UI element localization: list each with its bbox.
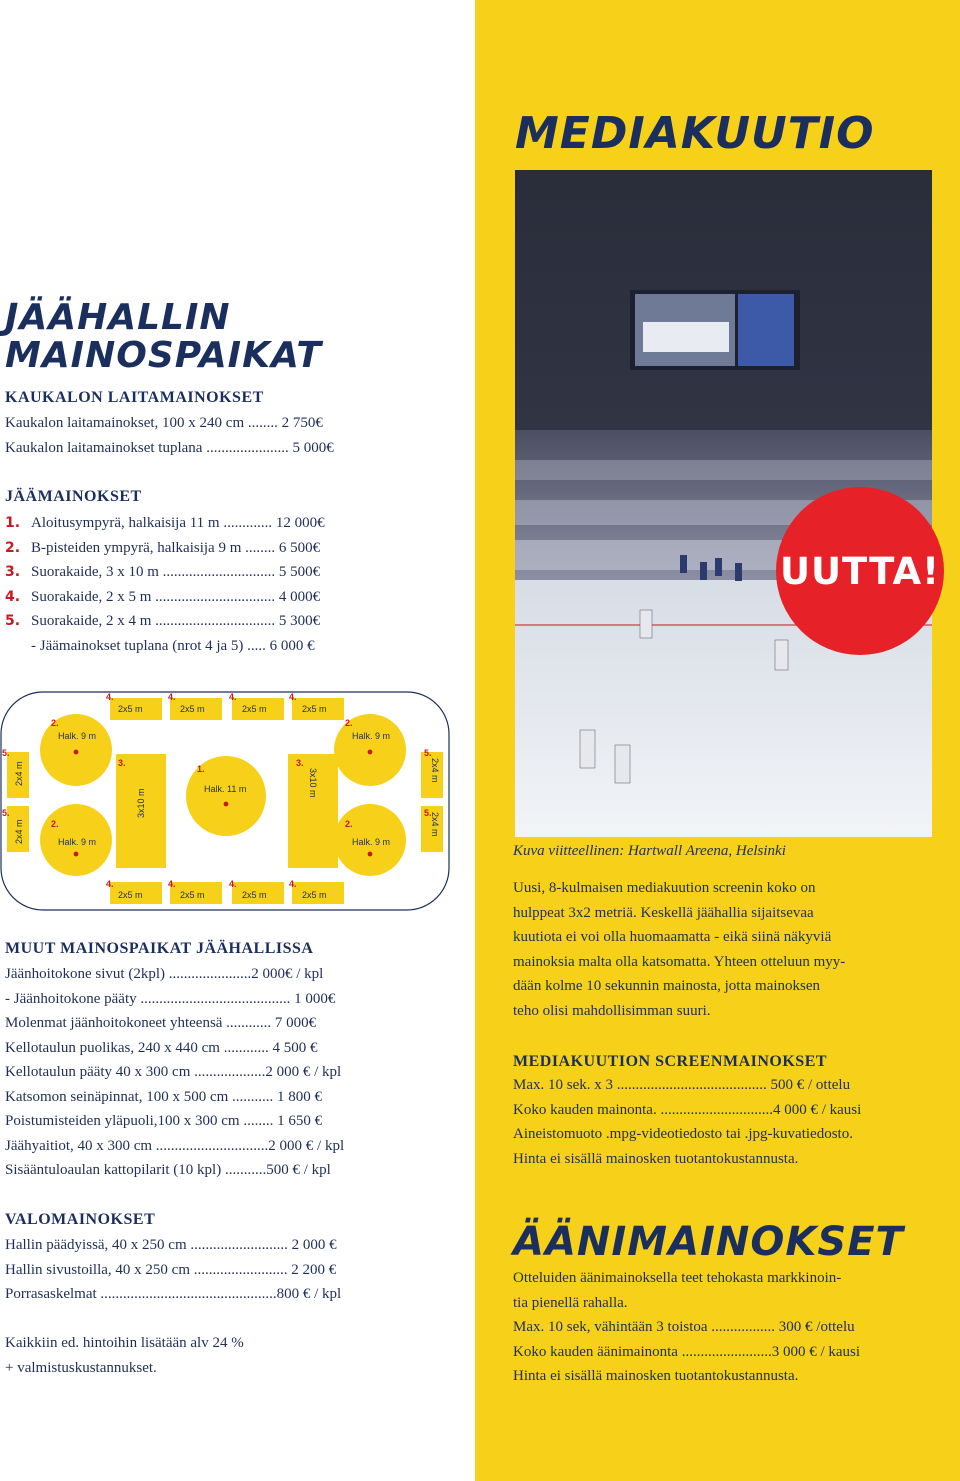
num-5: 5.	[2, 748, 10, 758]
halk-11: Halk. 11 m	[204, 784, 247, 794]
num-4: 4.	[106, 692, 114, 702]
muut-row: - Jäänhoitokone pääty ........................................ 1 000€	[5, 990, 336, 1007]
size-2x5: 2x5 m	[180, 704, 205, 714]
intro-line: kuutiota ei voi olla huomaamatta - eikä siinä näkyviä	[513, 929, 832, 945]
jaa-list	[5, 511, 325, 658]
muut-row: Poistumisteiden yläpuoli,100 x 300 cm ........ 1 650 €	[5, 1113, 323, 1129]
intro-line: Uusi, 8-kulmaisen mediakuution screenin koko on	[513, 880, 816, 896]
valo-heading: VALOMAINOKSET	[5, 1211, 156, 1228]
valo-row: Hallin päädyissä, 40 x 250 cm .......................... 2 000 €	[5, 1237, 337, 1253]
jaa-heading: JÄÄMAINOKSET	[5, 488, 142, 505]
size-2x5: 2x5 m	[242, 704, 267, 714]
halk-9: Halk. 9 m	[58, 731, 97, 741]
intro-line: hulppeat 3x2 metriä. Keskellä jäähallia sijaitsevaa	[513, 904, 814, 921]
num-5: 5.	[424, 748, 432, 758]
halk-9: Halk. 9 m	[58, 837, 97, 847]
valo-row: Porrasaskelmat ...............................................800 € / kpl	[5, 1286, 342, 1302]
jaa-item-text: Suorakaide, 2 x 5 m ................................ 4 000€	[31, 588, 321, 605]
num-2: 2.	[51, 718, 59, 728]
num-4: 4.	[106, 879, 114, 889]
halk-9: Halk. 9 m	[352, 837, 391, 847]
size-2x5: 2x5 m	[302, 890, 327, 900]
laita-row: Kaukalon laitamainokset, 100 x 240 cm ........ 2 750€	[5, 415, 323, 431]
intro-line: teho olisi mahdollisimman suuri.	[513, 1002, 711, 1019]
jaa-item-text: Suorakaide, 2 x 4 m ................................ 5 300€	[31, 613, 321, 629]
size-2x4: 2x4 m	[14, 819, 24, 844]
jaa-item	[5, 536, 325, 561]
muut-row: Kellotaulun puolikas, 240 x 440 cm ............ 4 500 €	[5, 1039, 318, 1056]
num-4: 4.	[289, 879, 297, 889]
uutta-badge: UUTTA!	[776, 487, 944, 655]
size-2x4: 2x4 m	[430, 758, 440, 783]
screen-row: Aineistomuoto .mpg-videotiedosto tai .jpg-kuvatiedosto.	[513, 1126, 853, 1142]
aani-row: Koko kauden äänimainonta ........................3 000 € / kausi	[513, 1343, 861, 1360]
screen-row: Koko kauden mainonta. ..............................4 000 € / kausi	[513, 1101, 862, 1118]
valo-row: Hallin sivustoilla, 40 x 250 cm ......................... 2 200 €	[5, 1261, 337, 1278]
aani-row: Hinta ei sisällä mainosken tuotantokustannusta.	[513, 1368, 799, 1384]
num-4: 4.	[168, 692, 176, 702]
size-2x5: 2x5 m	[118, 704, 143, 714]
muut-row: Molenmat jäänhoitokoneet yhteensä ............ 7 000€	[5, 1015, 317, 1031]
num-3: 3.	[296, 758, 304, 768]
aani-row: Otteluiden äänimainoksella teet tehokasta markkinoin-	[513, 1270, 842, 1286]
num-4: 4.	[229, 692, 237, 702]
num-4: 4.	[229, 879, 237, 889]
aani-row: tia pienellä rahalla.	[513, 1294, 628, 1311]
intro-text	[513, 876, 845, 1023]
size-2x4: 2x4 m	[430, 812, 440, 837]
jaahallin-title-line1: JÄÄHALLIN	[5, 297, 231, 338]
size-2x5: 2x5 m	[242, 890, 267, 900]
num-5: 5.	[424, 808, 432, 818]
num-2: 2.	[345, 718, 353, 728]
jaa-item-text: Aloitusympyrä, halkaisija 11 m ............. 12 000€	[31, 515, 325, 531]
aani-title: ÄÄNIMAINOKSET	[513, 1219, 904, 1265]
muut-row: Jäänhoitokone sivut (2kpl) ......................2 000€ / kpl	[5, 966, 324, 982]
num-5: 5.	[2, 808, 10, 818]
jaahallin-title-line2: MAINOSPAIKAT	[5, 335, 322, 376]
muut-heading: MUUT MAINOSPAIKAT JÄÄHALLISSA	[5, 940, 314, 957]
intro-line: mainoksia malta olla katsomatta. Yhteen otteluun myy-	[513, 953, 846, 970]
footnote	[5, 1331, 244, 1380]
laita-list	[5, 411, 334, 460]
photo-caption: Kuva viitteellinen: Hartwall Areena, Helsinki	[513, 843, 786, 859]
laita-heading: KAUKALON LAITAMAINOKSET	[5, 389, 264, 406]
jaa-item	[5, 560, 325, 585]
screen-row: Max. 10 sek. x 3 ........................................ 500 € / ottelu	[513, 1077, 851, 1093]
size-2x5: 2x5 m	[302, 704, 327, 714]
jaa-item-number: 1.	[5, 515, 21, 531]
size-2x5: 2x5 m	[180, 890, 205, 900]
size-2x5: 2x5 m	[118, 890, 143, 900]
aani-list	[513, 1266, 860, 1389]
intro-line: dään kolme 10 sekunnin mainosta, jotta mainoksen	[513, 978, 821, 994]
muut-row: Jäähyaitiot, 40 x 300 cm ..............................2 000 € / kpl	[5, 1137, 345, 1154]
size-3x10: 3x10 m	[136, 788, 146, 818]
rink-diagram	[0, 686, 450, 916]
num-1: 1.	[197, 764, 205, 774]
screen-row: Hinta ei sisällä mainosken tuotantokustannusta.	[513, 1150, 799, 1167]
footnote-line: + valmistuskustannukset.	[5, 1359, 157, 1376]
muut-list	[5, 962, 344, 1183]
num-4: 4.	[168, 879, 176, 889]
num-3: 3.	[118, 758, 126, 768]
jaa-item-number: 2.	[5, 539, 21, 556]
jaa-item-text: Suorakaide, 3 x 10 m .............................. 5 500€	[31, 564, 321, 580]
muut-row: Kellotaulun pääty 40 x 300 cm ...................2 000 € / kpl	[5, 1064, 342, 1080]
jaa-item-number: 5.	[5, 613, 21, 629]
num-4: 4.	[289, 692, 297, 702]
jaa-item	[5, 511, 325, 536]
jaa-item	[5, 585, 325, 610]
size-2x4: 2x4 m	[14, 761, 24, 786]
size-3x10: 3x10 m	[308, 768, 318, 798]
footnote-line: Kaikkiin ed. hintoihin lisätään alv 24 %	[5, 1335, 244, 1351]
valo-list	[5, 1233, 341, 1307]
screen-list	[513, 1073, 861, 1171]
muut-row: Katsomon seinäpinnat, 100 x 500 cm ........... 1 800 €	[5, 1088, 323, 1105]
screen-heading: MEDIAKUUTION SCREENMAINOKSET	[513, 1053, 828, 1070]
num-2: 2.	[51, 819, 59, 829]
jaa-item-number: 4.	[5, 588, 21, 605]
num-2: 2.	[345, 819, 353, 829]
jaa-item	[5, 609, 325, 634]
laita-row: Kaukalon laitamainokset tuplana ...................... 5 000€	[5, 439, 334, 456]
jaa-item-number: 3.	[5, 564, 21, 580]
muut-row: Sisääntuloaulan kattopilarit (10 kpl) ...........500 € / kpl	[5, 1162, 331, 1178]
aani-row: Max. 10 sek, vähintään 3 toistoa ................. 300 € /ottelu	[513, 1319, 855, 1335]
mediakuutio-title: MEDIAKUUTIO	[515, 108, 875, 159]
jaa-item-text: B-pisteiden ympyrä, halkaisija 9 m ........ 6 500€	[31, 539, 321, 556]
jaa-extra: - Jäämainokset tuplana (nrot 4 ja 5) ..... 6 000 €	[31, 637, 315, 654]
halk-9: Halk. 9 m	[352, 731, 391, 741]
